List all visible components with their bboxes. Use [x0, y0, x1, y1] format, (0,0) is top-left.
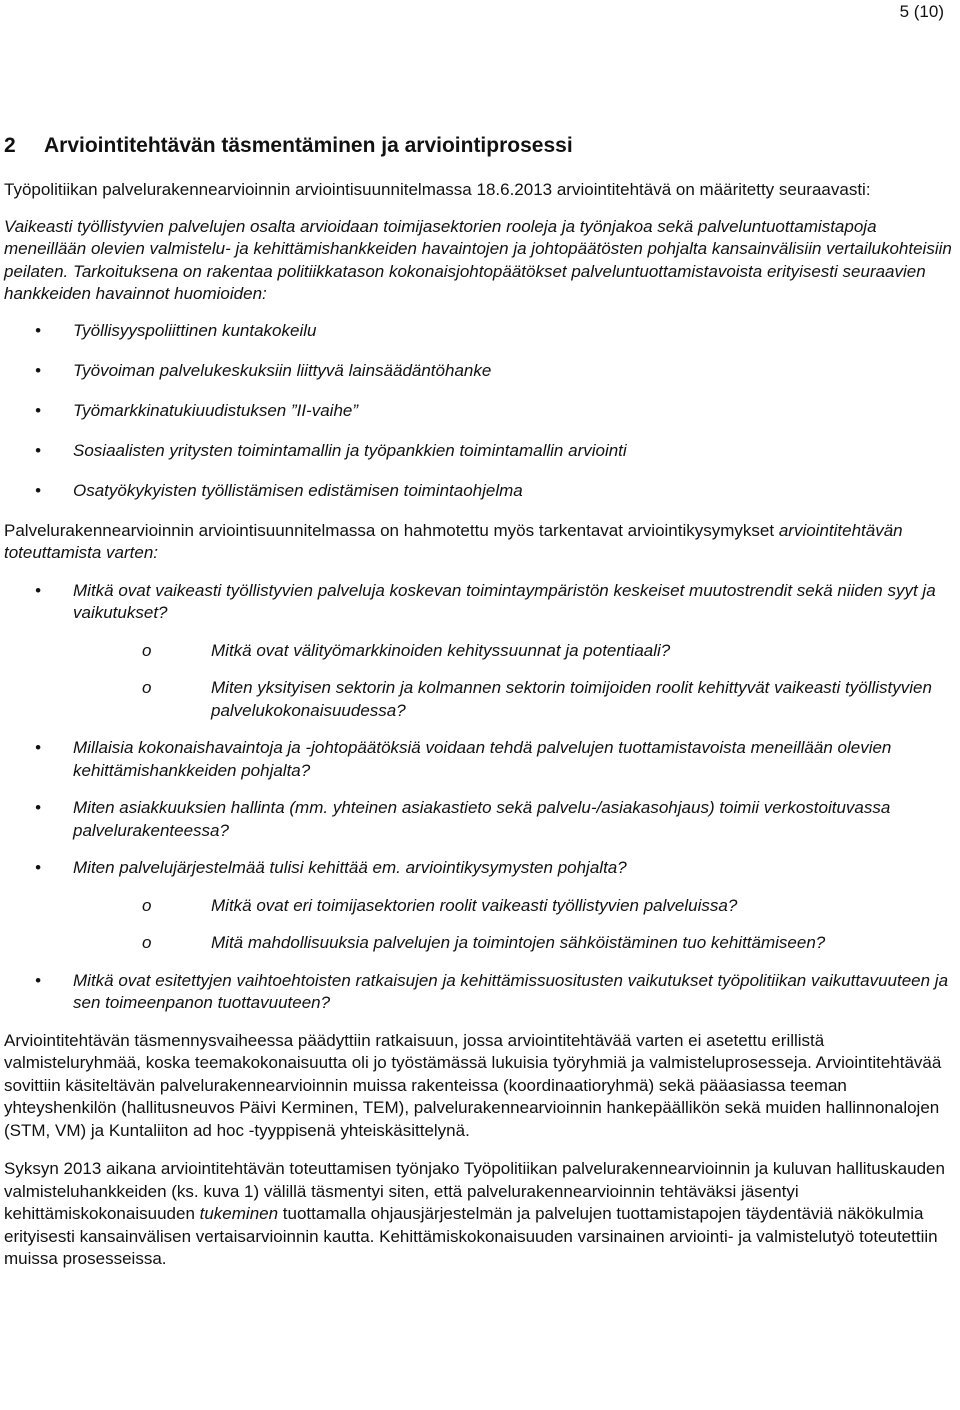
- question-item: [4, 857, 956, 955]
- section-number: 2: [4, 134, 16, 157]
- circle-bullet-icon: o: [142, 895, 152, 915]
- paragraph-1: Arviointitehtävän täsmennysvaiheessa päädyttiin ratkaisuun, jossa arviointitehtävää varten ei asetettu erillistä valmisteluryhmää, koska teemakokonaisuutta oli jo työstämässä lukuisia työryhmiä ja valmisteluprosesseja. Arviointitehtävää sovittiin käsiteltävän palvelurakennearvioinnin muissa rakenteissa (koordinaatioryhmä) sekä pääasiassa teeman yhteyshenkilön (hallitusneuvos Päivi Kerminen, TEM), palvelurakennearvioinnin hankepäällikön sekä muiden hallinnonalojen (STM, VM) ja Kuntaliiton ad hoc -tyyppisenä yhteiskäsittelynä.: [4, 1030, 942, 1140]
- bullet-icon: •: [35, 970, 41, 990]
- question-text: Miten asiakkuuksien hallinta (mm. yhteinen asiakastieto sekä palvelu-/asiakasohjaus) toimii verkostoituvassa palvelurakenteessa?: [73, 798, 891, 840]
- evaluation-questions-list: [4, 580, 956, 1015]
- section-title: Arviointitehtävän täsmentäminen ja arviointiprosessi: [44, 134, 573, 157]
- list-item: [4, 440, 956, 463]
- list-item-text: Työmarkkinatukiuudistuksen ”II-vaihe”: [73, 400, 359, 420]
- question-text: Mitkä ovat vaikeasti työllistyvien palveluja koskevan toimintaympäristön keskeiset muutostrendit sekä niiden syyt ja vaikutukset?: [73, 580, 936, 622]
- page-number: 5 (10): [899, 2, 944, 21]
- emphasis-word: tukeminen: [199, 1204, 279, 1223]
- question-item: [4, 797, 956, 842]
- question-item: [4, 580, 956, 723]
- list-item: [4, 320, 956, 343]
- sub-question-item: [142, 640, 956, 663]
- sub-question-list: [73, 640, 956, 723]
- bullet-icon: •: [35, 738, 41, 757]
- question-item: [4, 737, 956, 782]
- bullet-icon: •: [35, 798, 41, 817]
- project-list: [4, 320, 956, 503]
- sub-question-item: [142, 932, 956, 955]
- circle-bullet-icon: o: [142, 678, 152, 697]
- bullet-icon: •: [35, 440, 41, 460]
- section-heading: [4, 133, 956, 159]
- sub-question-list: [73, 895, 956, 955]
- list-item-text: Sosiaalisten yritysten toimintamallin ja työpankkien toimintamallin arviointi: [73, 440, 627, 460]
- bullet-icon: •: [35, 858, 41, 877]
- bullet-icon: •: [35, 580, 41, 600]
- bullet-icon: •: [35, 480, 41, 500]
- bullet-icon: •: [35, 400, 41, 420]
- circle-bullet-icon: o: [142, 933, 152, 952]
- circle-bullet-icon: o: [142, 640, 152, 660]
- sub-question-item: [142, 677, 956, 722]
- bullet-icon: •: [35, 360, 41, 380]
- intro-paragraph: Työpolitiikan palvelurakennearvioinnin arviointisuunnitelmassa 18.6.2013 arviointitehtävä on määritetty seuraavasti:: [4, 180, 871, 199]
- list-item: [4, 360, 956, 383]
- assignment-quote: Vaikeasti työllistyvien palvelujen osalta arvioidaan toimijasektorien rooleja ja työnjakoa sekä palveluntuottamistapoja meneillään olevien valmistelu- ja kehittämishankkeiden havaintojen ja johtopäätösten pohjalta kansainvälisiin vertailukohteisiin peilaten. Tarkoituksena on rakentaa politiikkatason kokonaisjohtopäätökset palveluntuottamistavoista erityisesti seuraavien hankkeiden havainnot huomioiden:: [4, 216, 952, 303]
- question-text: Mitkä ovat esitettyjen vaihtoehtoisten ratkaisujen ja kehittämissuositusten vaikutukset työpolitiikan vaikuttavuuteen ja sen toimeenpanon tuottavuuteen?: [73, 970, 949, 1012]
- sub-question-text: Mitä mahdollisuuksia palvelujen ja toimintojen sähköistäminen tuo kehittämiseen?: [211, 933, 826, 952]
- bullet-icon: •: [35, 320, 41, 340]
- sub-question-item: [142, 895, 956, 918]
- list-item-text: Osatyökykyisten työllistämisen edistämisen toimintaohjelma: [73, 480, 523, 500]
- sub-question-text: Mitkä ovat eri toimijasektorien roolit vaikeasti työllistyvien palveluissa?: [211, 895, 738, 915]
- question-text: Millaisia kokonaishavaintoja ja -johtopäätöksiä voidaan tehdä palvelujen tuottamistavoista meneillään olevien kehittämishankkeiden pohjalta?: [73, 738, 892, 780]
- questions-intro: Palvelurakennearvioinnin arviointisuunnitelmassa on hahmotettu myös tarkentavat arviointikysymykset arviointitehtävän toteuttamista varten:: [4, 520, 903, 562]
- list-item: [4, 480, 956, 503]
- paragraph-2: Syksyn 2013 aikana arviointitehtävän toteuttamisen työnjako Työpolitiikan palvelurakennearvioinnin ja kuluvan hallituskauden valmisteluhankkeiden (ks. kuva 1) välillä täsmentyi siten, että palvelurakennearvioinnin tehtäväksi jäsentyi kehittämiskokonaisuuden tukeminen tuottamalla ohjausjärjestelmän ja palvelujen tuottamistapojen täydentäviä näkökulmia erityisesti kansainvälisen vertaisarvioinnin kautta. Kehittämiskokonaisuuden varsinainen arviointi- ja valmistelutyö toteutettiin muissa prosesseissa.: [4, 1159, 945, 1268]
- list-item: [4, 400, 956, 423]
- document-body: [4, 133, 956, 1287]
- sub-question-text: Mitkä ovat välityömarkkinoiden kehityssuunnat ja potentiaali?: [211, 640, 671, 660]
- question-item: [4, 970, 956, 1015]
- list-item-text: Työvoiman palvelukeskuksiin liittyvä lainsäädäntöhanke: [73, 360, 492, 380]
- sub-question-text: Miten yksityisen sektorin ja kolmannen sektorin toimijoiden roolit kehittyvät vaikeasti työllistyvien palvelukokonaisuudessa?: [211, 678, 932, 720]
- list-item-text: Työllisyyspoliittinen kuntakokeilu: [73, 320, 317, 340]
- question-text: Miten palvelujärjestelmää tulisi kehittää em. arviointikysymysten pohjalta?: [73, 858, 627, 877]
